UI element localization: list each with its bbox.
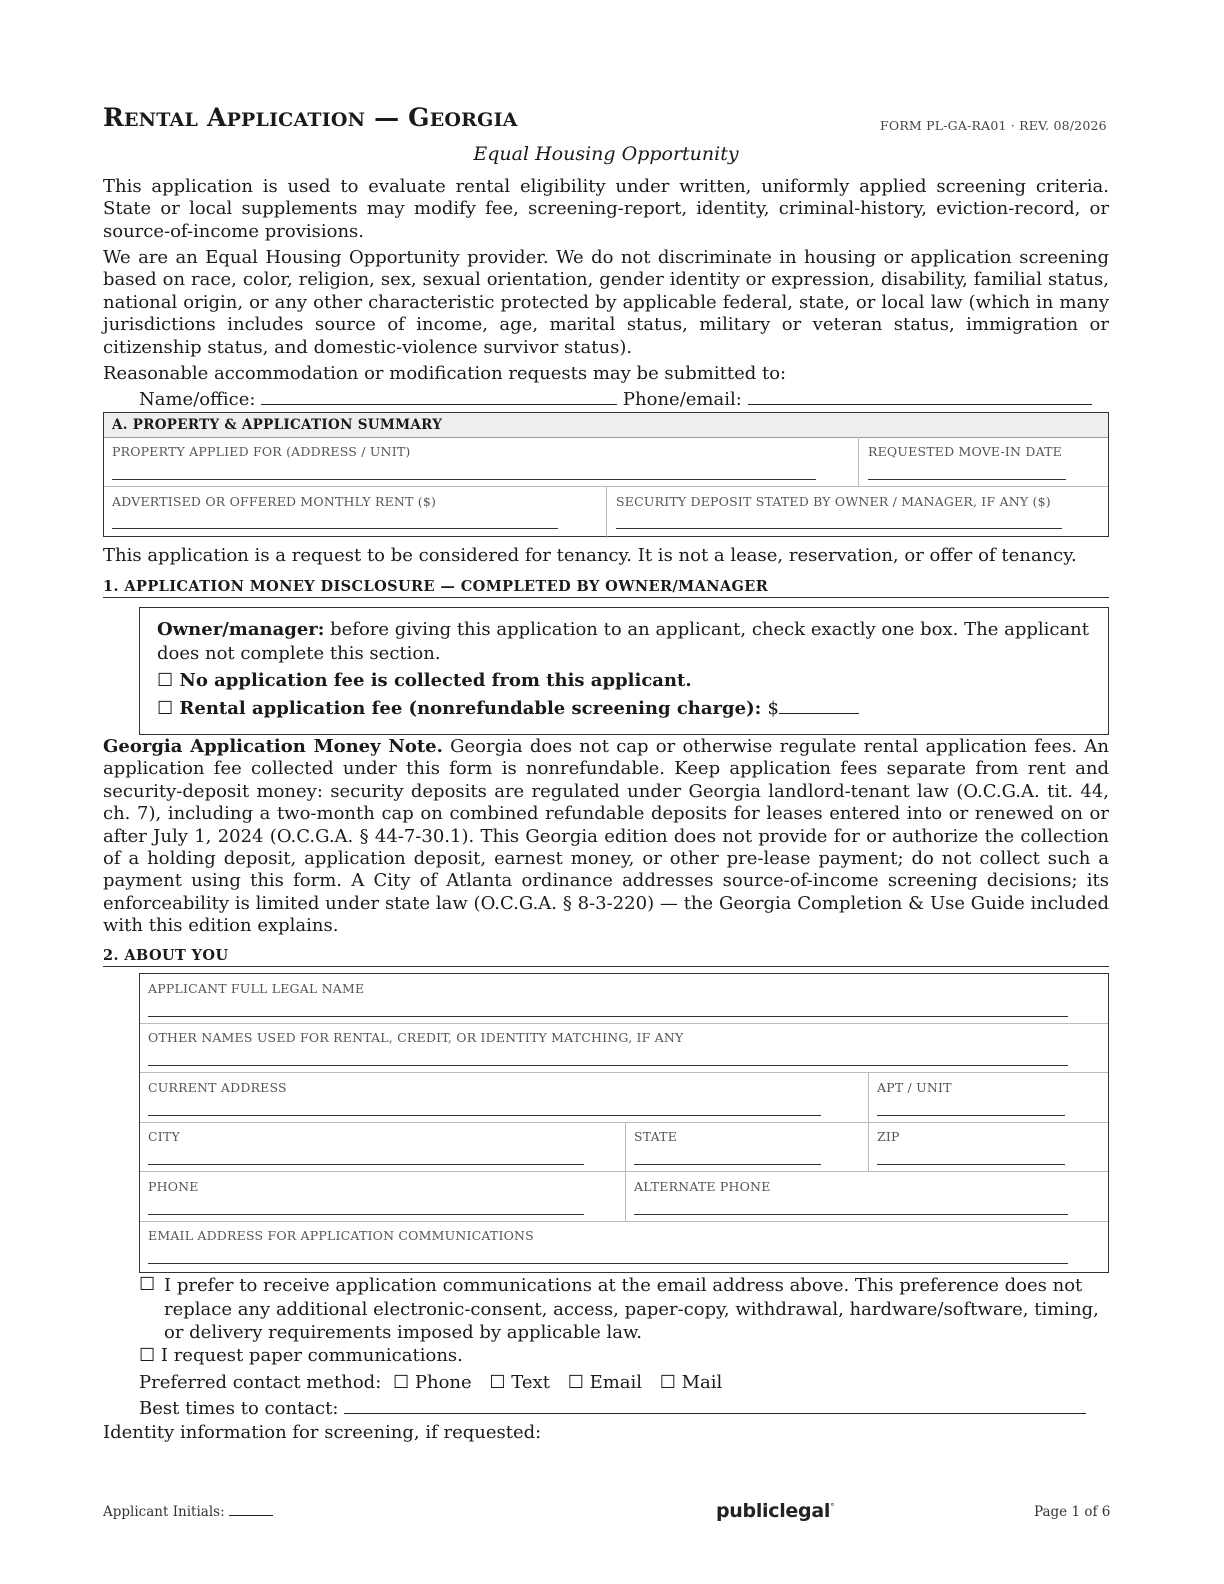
section-a-heading: A. PROPERTY & APPLICATION SUMMARY	[104, 413, 1108, 438]
initials-label: Applicant Initials:	[103, 1504, 225, 1520]
initials-row	[103, 1504, 273, 1520]
checkbox-icon[interactable]: ☐	[157, 670, 174, 691]
email-label: EMAIL ADDRESS FOR APPLICATION COMMUNICATIONS	[148, 1228, 534, 1243]
phone-email-label: Phone/email:	[622, 389, 742, 410]
best-times-label: Best times to contact:	[139, 1398, 339, 1419]
fee-amount-field[interactable]	[779, 713, 859, 714]
checkbox-icon[interactable]: ☐	[393, 1372, 410, 1393]
pref-email-text: I prefer to receive application communications at the email address above. This preference does not replace any additional electronic-consent, access, paper-copy, withdrawal, hardware/software, timing, or delivery requirements imposed by applicable law.	[164, 1275, 1099, 1343]
best-times-field[interactable]	[344, 1413, 1086, 1414]
checkbox-icon[interactable]: ☐	[157, 698, 174, 719]
section-2-heading: 2. ABOUT YOU	[103, 947, 1109, 967]
section-1-heading: 1. APPLICATION MONEY DISCLOSURE — COMPLETED BY OWNER/MANAGER	[103, 578, 1109, 598]
contact-method-label: Preferred contact method:	[139, 1372, 382, 1393]
zip-label: ZIP	[877, 1129, 900, 1144]
intro-paragraph-2: We are an Equal Housing Opportunity provider. We do not discriminate in housing or application screening based on race, color, religion, sex, sexual orientation, gender identity or expression, disability, familial status, national origin, or any other characteristic protected by applicable federal, state, or local law (which in many jurisdictions includes source of income, age, marital status, military or veteran status, immigration or citizenship status, and domestic-violence survivor status).	[103, 247, 1109, 358]
property-field[interactable]	[112, 463, 816, 480]
checkbox-icon[interactable]: ☐	[489, 1372, 506, 1393]
current-address-label: CURRENT ADDRESS	[148, 1080, 287, 1095]
method-text: Text	[511, 1372, 550, 1393]
apt-unit-field[interactable]	[877, 1099, 1065, 1116]
alt-phone-label: ALTERNATE PHONE	[634, 1179, 771, 1194]
georgia-money-note: Georgia Application Money Note. Georgia does not cap or otherwise regulate rental application fees. An application fee collected under this form is nonrefundable. Keep application fees separate from rent and security-deposit money: security deposits are regulated under Georgia landlord-tenant law (O.C.G.A. tit. 44, ch. 7), including a two-month cap on combined refundable deposits for leases entered into or renewed on or after July 1, 2024 (O.C.G.A. § 44-7-30.1). This Georgia edition does not provide for or authorize the collection of a holding deposit, application deposit, earnest money, or other pre-lease payment; do not collect such a payment using this form. A City of Atlanta ordinance addresses source-of-income screening decisions; its enforceability is limited under state law (O.C.G.A. § 8-3-220) — the Georgia Completion & Use Guide included with this edition explains.	[103, 736, 1109, 937]
name-office-label: Name/office:	[139, 389, 256, 410]
checkbox-icon[interactable]: ☐	[139, 1345, 156, 1366]
form-id: FORM PL-GA-RA01 · REV. 08/2026	[880, 118, 1107, 133]
name-office-field[interactable]	[261, 404, 617, 405]
alt-phone-field[interactable]	[634, 1198, 1068, 1215]
identity-heading: Identity information for screening, if requested:	[103, 1422, 542, 1443]
apt-unit-label: APT / UNIT	[877, 1080, 952, 1095]
contact-method-row	[139, 1372, 1099, 1394]
request-note: This application is a request to be considered for tenancy. It is not a lease, reservation, or offer of tenancy.	[103, 545, 1077, 566]
other-names-label: OTHER NAMES USED FOR RENTAL, CREDIT, OR IDENTITY MATCHING, IF ANY	[148, 1030, 684, 1045]
pref-paper[interactable]: ☐ I request paper communications.	[139, 1345, 463, 1366]
move-in-label: REQUESTED MOVE-IN DATE	[868, 444, 1062, 459]
accommodation-text: Reasonable accommodation or modification requests may be submitted to:	[103, 363, 787, 384]
rent-field[interactable]	[112, 512, 558, 529]
deposit-field[interactable]	[616, 512, 1062, 529]
move-in-field[interactable]	[868, 463, 1066, 480]
owner-instructions: Owner/manager: before giving this application to an applicant, check exactly one box. The applicant does not complete this section.	[157, 619, 1090, 664]
page-title: RENTAL APPLICATION — GEORGIA	[103, 103, 518, 132]
full-name-label: APPLICANT FULL LEGAL NAME	[148, 981, 365, 996]
intro-paragraph-1: This application is used to evaluate rental eligibility under written, uniformly applied screening criteria. State or local supplements may modify fee, screening-report, identity, criminal-history, eviction-record, or source-of-income provisions.	[103, 176, 1109, 242]
option-fee[interactable]: ☐ Rental application fee (nonrefundable screening charge): $	[157, 697, 1097, 721]
page-number: Page 1 of 6	[1034, 1504, 1111, 1520]
money-disclosure-box	[139, 607, 1109, 735]
state-field[interactable]	[634, 1148, 821, 1165]
property-label: PROPERTY APPLIED FOR (ADDRESS / UNIT)	[112, 444, 411, 459]
zip-field[interactable]	[877, 1148, 1065, 1165]
accommodation-contact	[139, 389, 1099, 411]
best-times-row	[139, 1398, 1099, 1420]
email-field[interactable]	[148, 1247, 1068, 1264]
publiclegal-logo: publiclegal°	[716, 1500, 835, 1522]
method-phone: Phone	[414, 1372, 472, 1393]
deposit-label: SECURITY DEPOSIT STATED BY OWNER / MANAGER, IF ANY ($)	[616, 494, 1051, 509]
initials-field[interactable]	[229, 1515, 273, 1516]
rent-label: ADVERTISED OR OFFERED MONTHLY RENT ($)	[112, 494, 437, 509]
about-you-box	[139, 973, 1109, 1273]
checkbox-icon[interactable]: ☐	[567, 1372, 584, 1393]
full-name-field[interactable]	[148, 1000, 1068, 1017]
checkbox-icon[interactable]: ☐	[139, 1274, 156, 1295]
phone-field[interactable]	[148, 1198, 584, 1215]
subtitle: Equal Housing Opportunity	[473, 143, 739, 165]
phone-label: PHONE	[148, 1179, 199, 1194]
option-no-fee[interactable]: ☐ No application fee is collected from this applicant.	[157, 670, 692, 691]
method-mail: Mail	[681, 1372, 723, 1393]
current-address-field[interactable]	[148, 1099, 821, 1116]
method-email: Email	[589, 1372, 643, 1393]
checkbox-icon[interactable]: ☐	[659, 1372, 676, 1393]
state-label: STATE	[634, 1129, 678, 1144]
city-label: CITY	[148, 1129, 180, 1144]
phone-email-field[interactable]	[748, 404, 1092, 405]
property-summary-box	[103, 412, 1109, 537]
city-field[interactable]	[148, 1148, 584, 1165]
other-names-field[interactable]	[148, 1049, 1068, 1066]
